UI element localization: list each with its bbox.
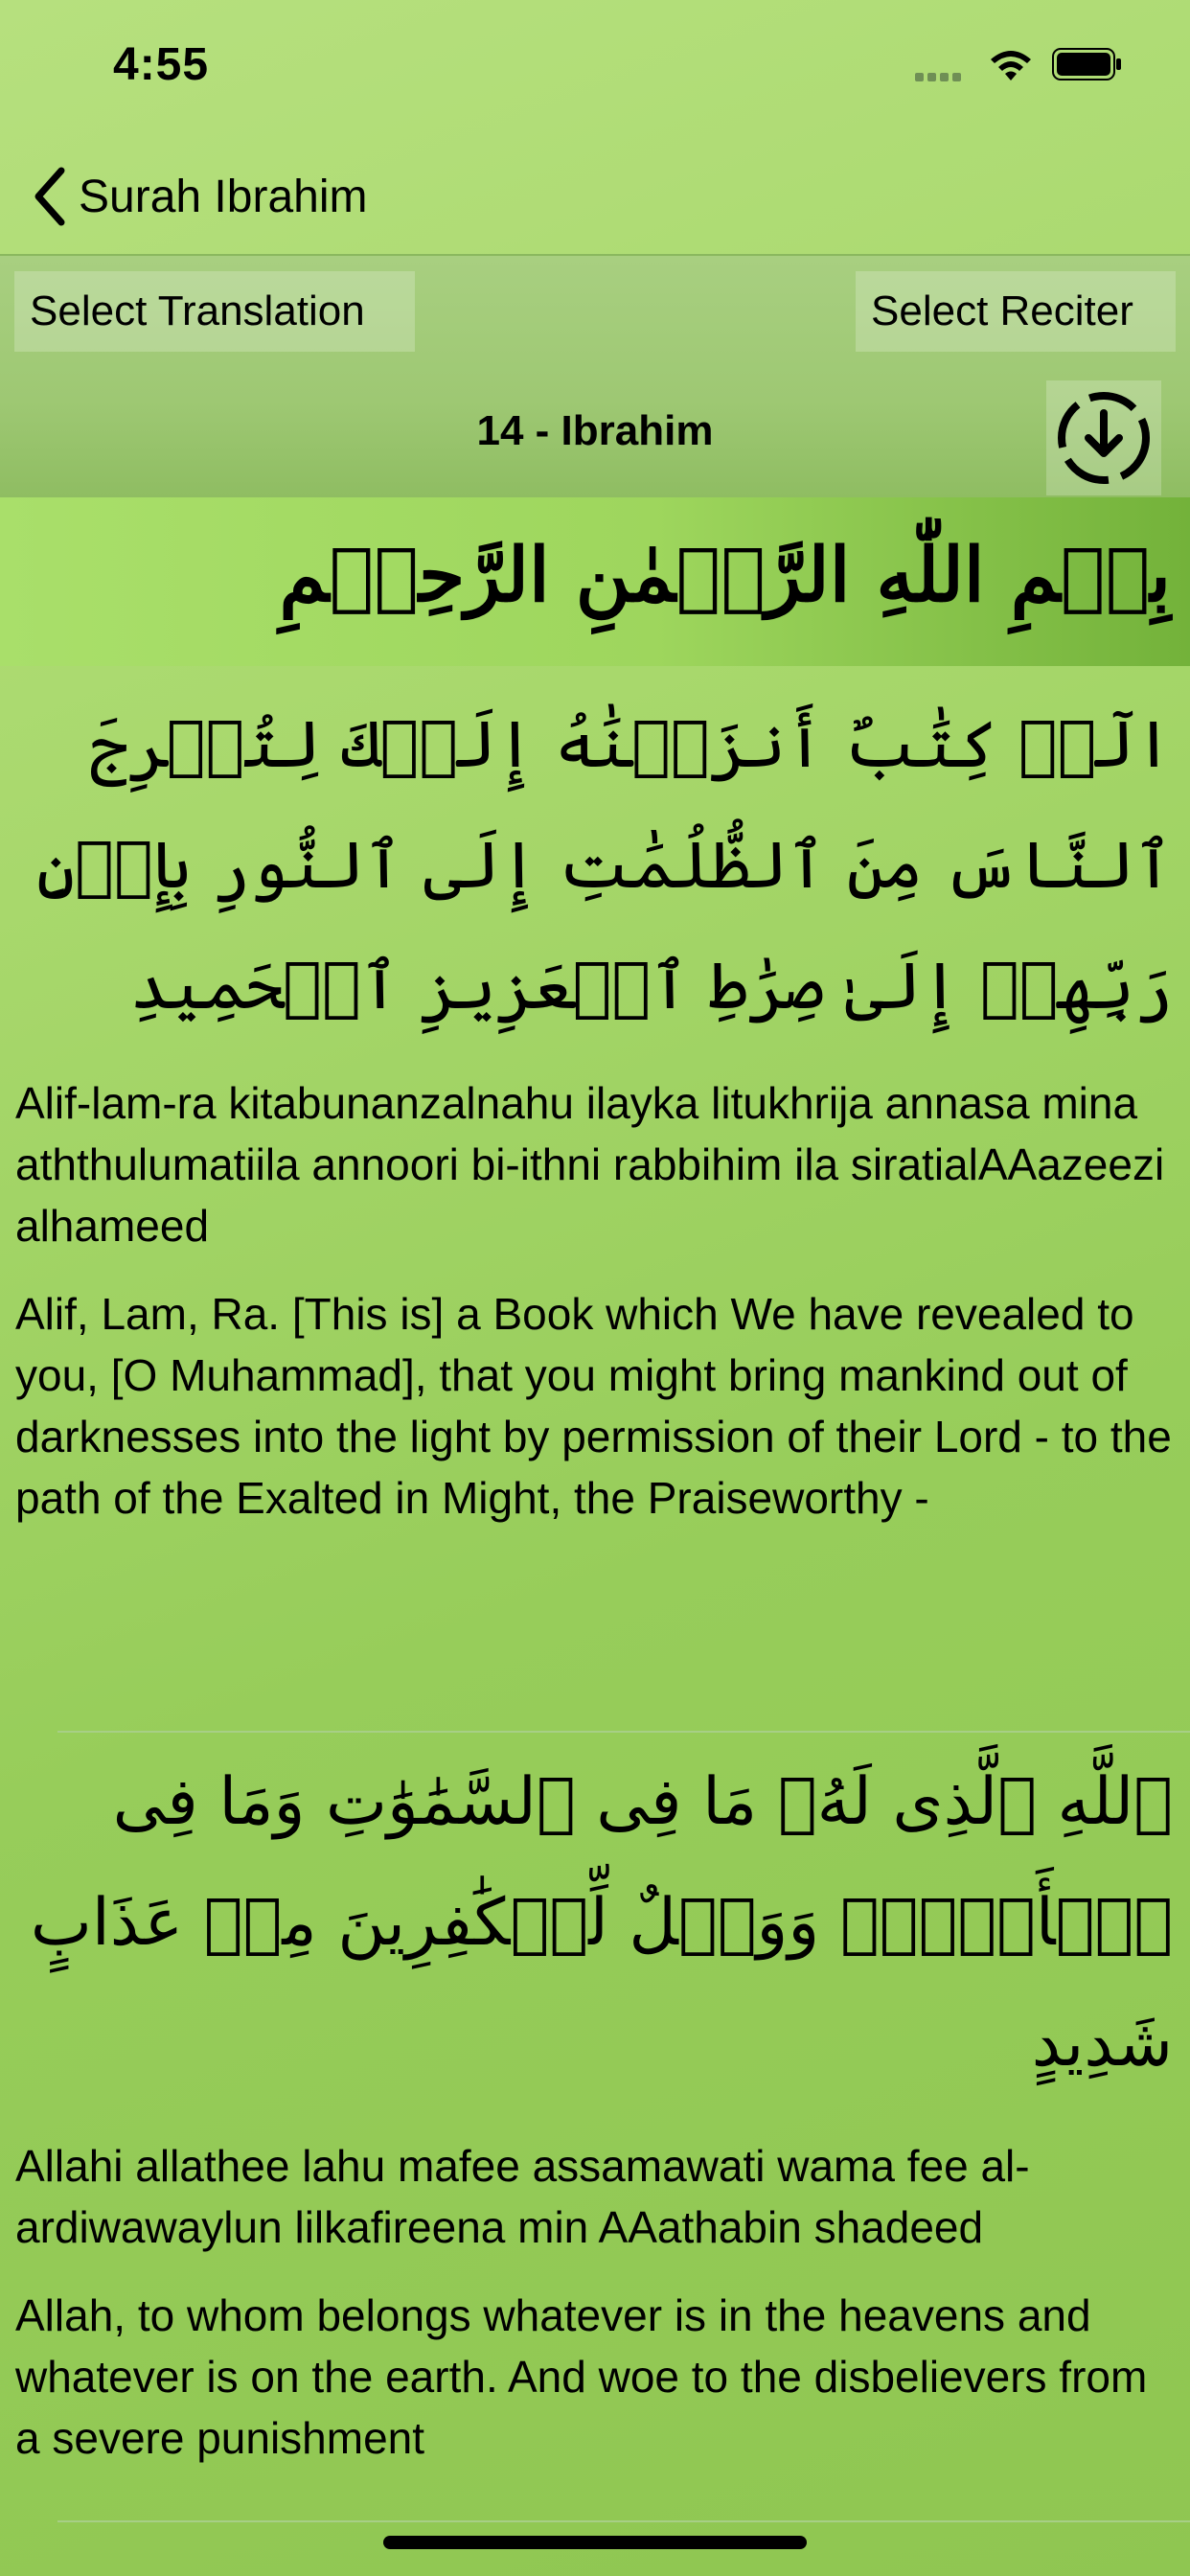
signal-icon — [915, 69, 965, 86]
verse-item[interactable] — [0, 685, 1190, 1529]
navigation-bar — [0, 144, 1190, 256]
download-icon — [1054, 388, 1154, 488]
chevron-left-icon — [29, 165, 71, 228]
battery-icon — [1052, 48, 1123, 80]
wifi-icon — [987, 46, 1035, 84]
bismillah-banner — [0, 497, 1190, 666]
select-reciter-button[interactable]: Select Reciter — [856, 271, 1176, 352]
status-bar — [0, 0, 1190, 144]
verse-transliteration: Alif-lam-ra kitabunanzalnahu ilayka litukhrija annasa mina aththulumatiila annoori bi-ithni rabbihim ila siratialAAazeezi alhameed — [15, 1078, 1165, 1251]
verse-item[interactable] — [0, 1742, 1190, 2469]
back-label: Surah Ibrahim — [79, 171, 368, 222]
verse-translation: Allah, to whom belongs whatever is in the heavens and whatever is on the earth. And woe to the disbelievers from a severe punishment — [15, 2290, 1148, 2463]
verse-translation: Alif, Lam, Ra. [This is] a Book which We have revealed to you, [O Muhammad], that you might bring mankind out of darknesses into the light by permission of their Lord - to the path of the Exalted in Might, the Praiseworthy - — [15, 1289, 1172, 1523]
surah-toolbar — [0, 256, 1190, 497]
surah-title: 14 - Ibrahim — [476, 407, 714, 454]
verse-arabic: ٱللَّهِ ٱلَّذِى لَهُۥ مَا فِى ٱلسَّمَٰوَٰتِ وَمَا فِى ٱلۡأَرۡضِۗ وَوَيۡلٌ لِّلۡكَٰفِرِينَ مِنۡ عَذَابٍ شَدِيدٍ — [30, 1764, 1173, 2082]
status-time: 4:55 — [113, 39, 210, 90]
verse-arabic: الٓرۚ كِتَٰبٌ أَنزَلۡنَٰهُ إِلَيۡكَ لِتُخۡرِجَ ٱلنَّاسَ مِنَ ٱلظُّلُمَٰتِ إِلَى ٱلنُّورِ بِإِذۡنِ رَبِّهِمۡ إِلَىٰ صِرَٰطِ ٱلۡعَزِيزِ ٱلۡحَمِيدِ — [36, 707, 1173, 1024]
bismillah-text: بِسۡمِ اللّٰهِ الرَّحۡمٰنِ الرَّحِيۡمِ — [279, 532, 1171, 619]
back-button[interactable] — [29, 163, 367, 230]
home-indicator[interactable] — [383, 2536, 807, 2549]
verse-divider — [57, 1731, 1190, 1733]
select-translation-button[interactable]: Select Translation — [14, 271, 415, 352]
verse-divider — [57, 2520, 1190, 2522]
verse-transliteration: Allahi allathee lahu mafee assamawati wama fee al-ardiwawaylun lilkafireena min AAathabin shadeed — [15, 2141, 1030, 2252]
download-button[interactable] — [1046, 380, 1161, 495]
